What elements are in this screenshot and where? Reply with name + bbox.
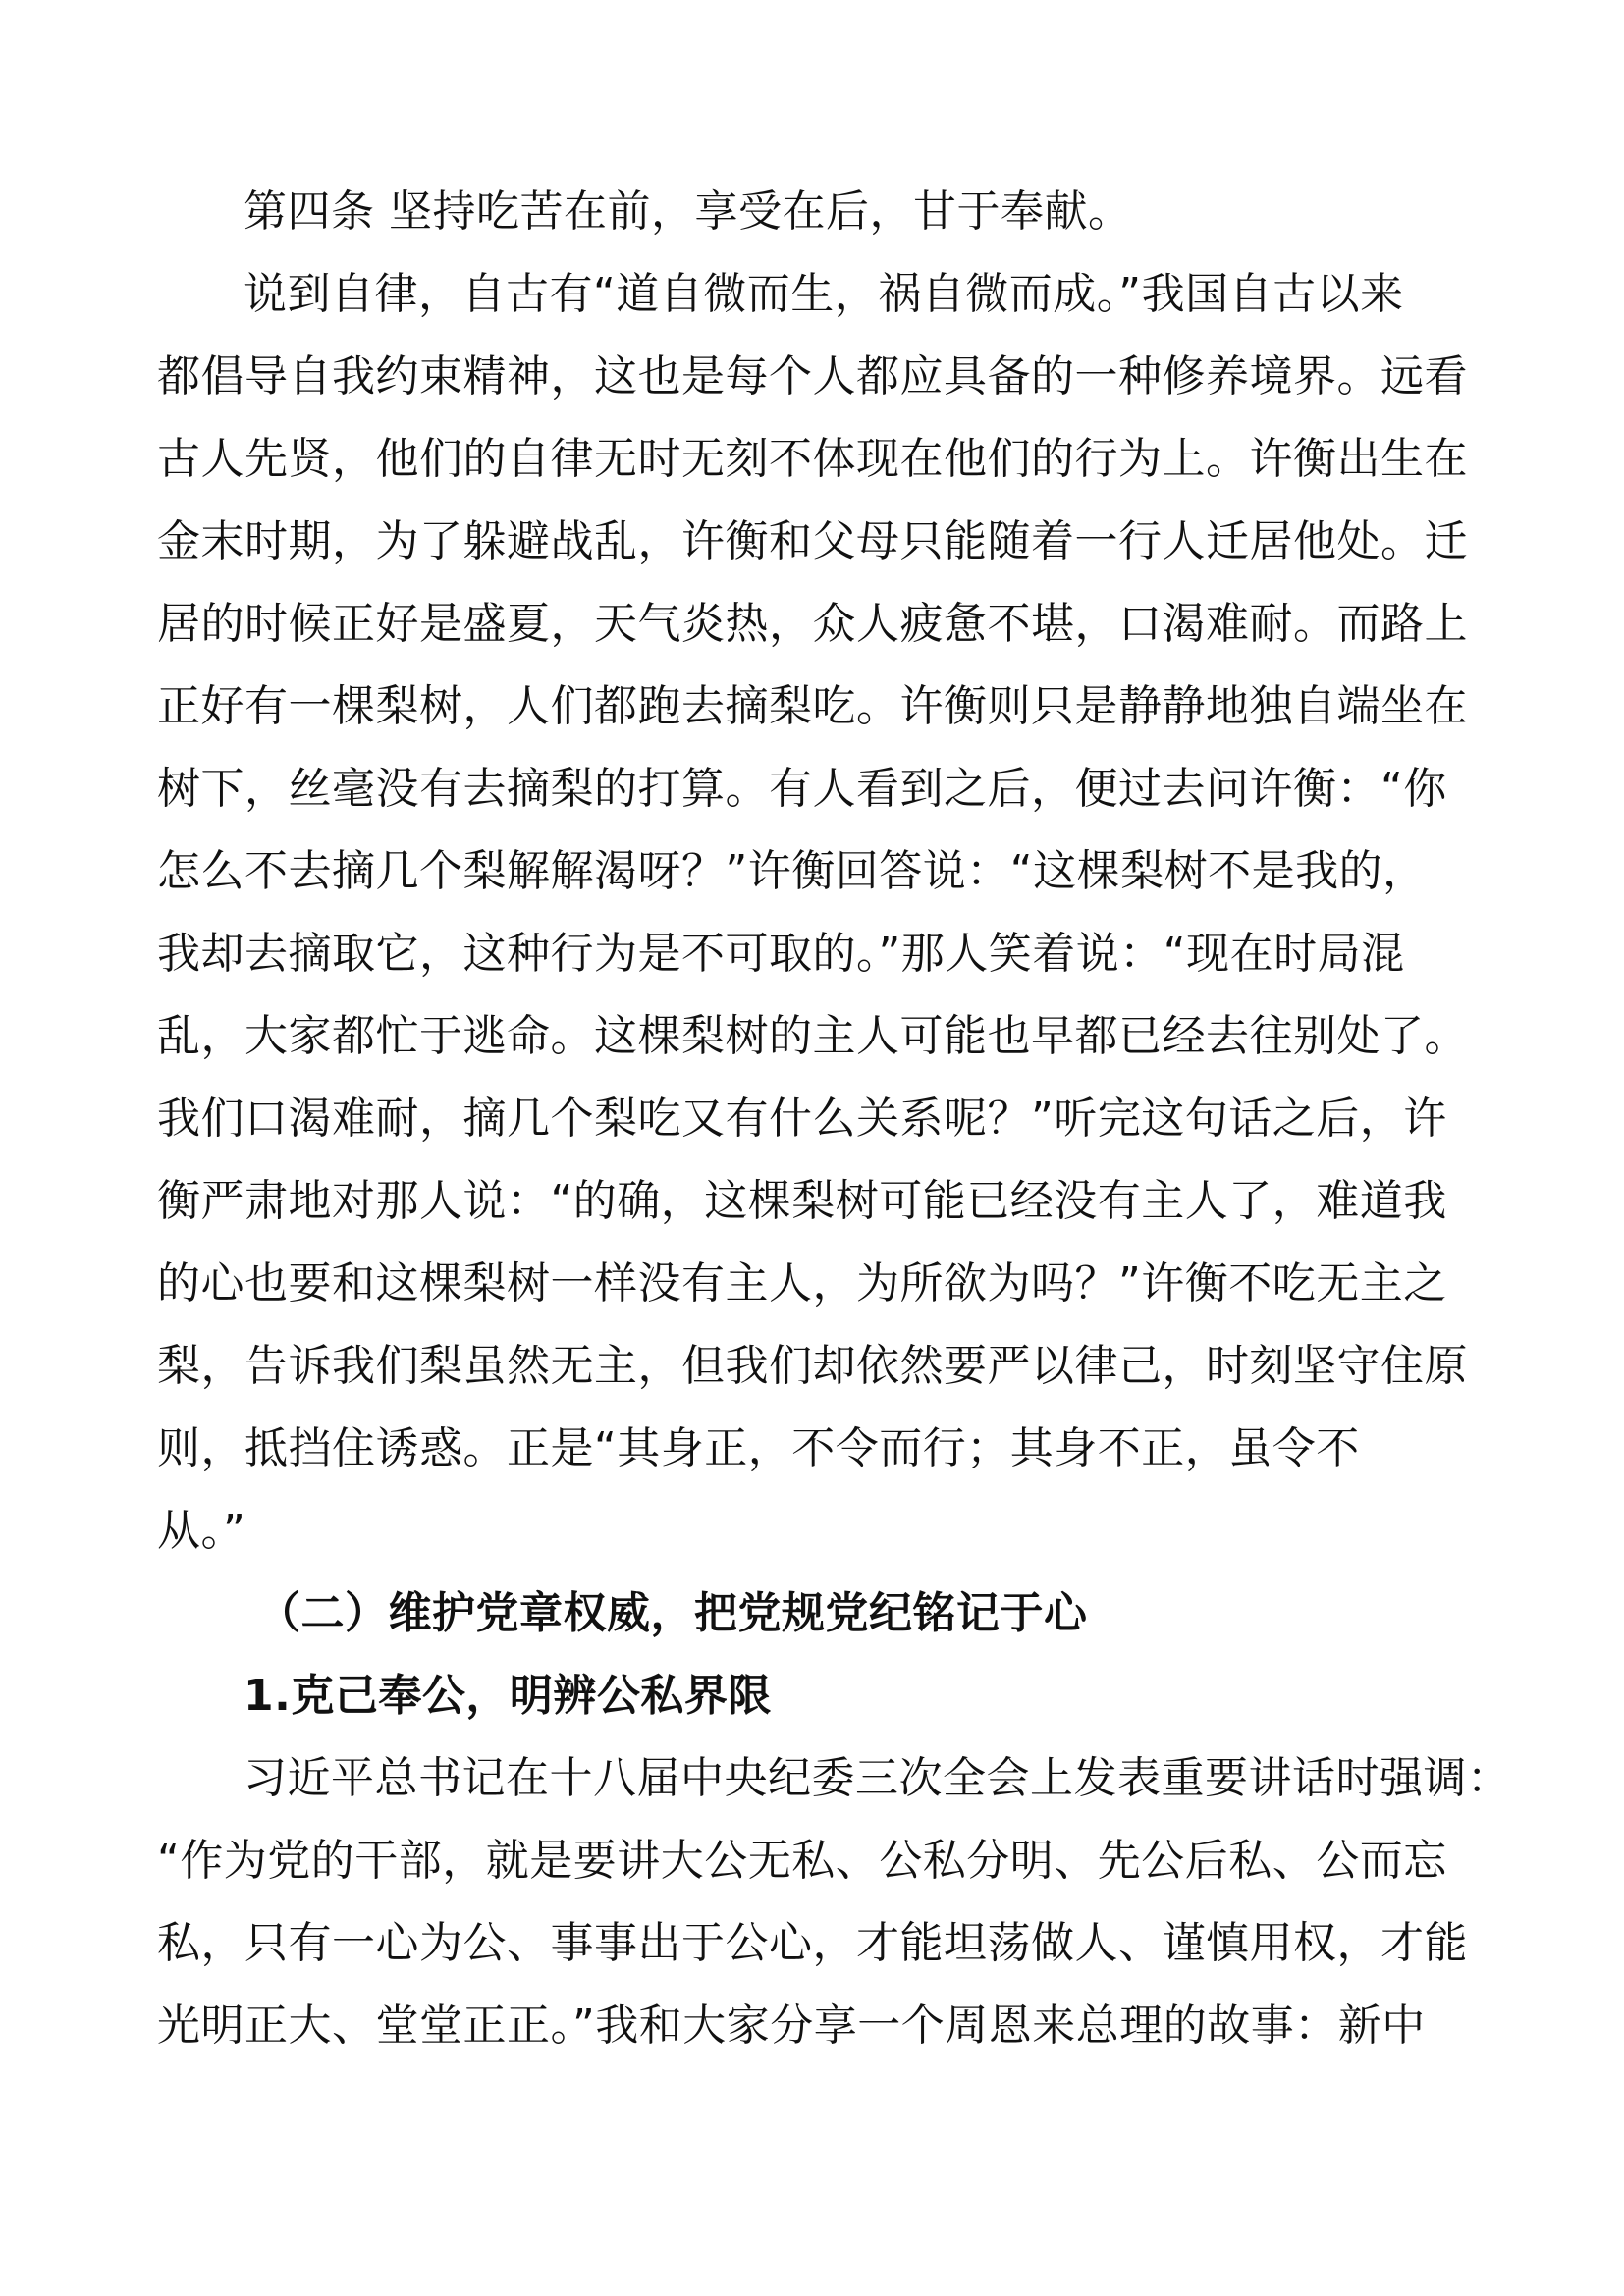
paragraph-line: 怎么不去摘几个梨解解渴呀？”许衡回答说：“这棵梨树不是我的， (157, 846, 1427, 896)
paragraph-line: 我们口渴难耐，摘几个梨吃又有什么关系呢？”听完这句话之后，许 (157, 1094, 1447, 1144)
article-heading: 第四条 坚持吃苦在前，享受在后，甘于奉献。 (244, 187, 1132, 237)
paragraph-line: 金末时期，为了躲避战乱，许衡和父母只能随着一行人迁居他处。迁 (157, 516, 1468, 566)
paragraph-line: 衡严肃地对那人说：“的确，这棵梨树可能已经没有主人了，难道我 (157, 1176, 1447, 1226)
paragraph-line: 说到自律，自古有“道自微而生，祸自微而成。”我国自古以来 (244, 269, 1404, 319)
subsection-heading: 1.克己奉公，明辨公私界限 (244, 1671, 772, 1721)
section-heading: （二）维护党章权威，把党规党纪铭记于心 (257, 1588, 1088, 1638)
paragraph-line: 都倡导自我约束精神，这也是每个人都应具备的一种修养境界。远看 (157, 351, 1468, 401)
paragraph-line: 居的时候正好是盛夏，天气炎热，众人疲惫不堪，口渴难耐。而路上 (157, 599, 1468, 649)
paragraph-line: 梨，告诉我们梨虽然无主，但我们却依然要严以律己，时刻坚守住原 (157, 1341, 1468, 1391)
paragraph-line: 光明正大、堂堂正正。”我和大家分享一个周恩来总理的故事：新中 (157, 2001, 1426, 2051)
paragraph-line: 我却去摘取它，这种行为是不可取的。”那人笑着说：“现在时局混 (157, 929, 1405, 979)
paragraph-line: 正好有一棵梨树，人们都跑去摘梨吃。许衡则只是静静地独自端坐在 (157, 681, 1468, 731)
paragraph-line: 乱，大家都忙于逃命。这棵梨树的主人可能也早都已经去往别处了。 (157, 1011, 1468, 1061)
paragraph-line: 从。” (157, 1506, 246, 1556)
paragraph-line: “作为党的干部，就是要讲大公无私、公私分明、先公后私、公而忘 (157, 1836, 1447, 1886)
paragraph-line: 的心也要和这棵梨树一样没有主人，为所欲为吗？”许衡不吃无主之 (157, 1258, 1447, 1308)
paragraph-line: 习近平总书记在十八届中央纪委三次全会上发表重要讲话时强调： (244, 1753, 1511, 1803)
paragraph-line: 则，抵挡住诱惑。正是“其身正，不令而行；其身不正，虽令不 (157, 1423, 1360, 1473)
paragraph-line: 树下，丝毫没有去摘梨的打算。有人看到之后，便过去问许衡：“你 (157, 764, 1447, 814)
paragraph-line: 古人先贤，他们的自律无时无刻不体现在他们的行为上。许衡出生在 (157, 434, 1468, 484)
paragraph-line: 私，只有一心为公、事事出于公心，才能坦荡做人、谨慎用权，才能 (157, 1918, 1468, 1968)
